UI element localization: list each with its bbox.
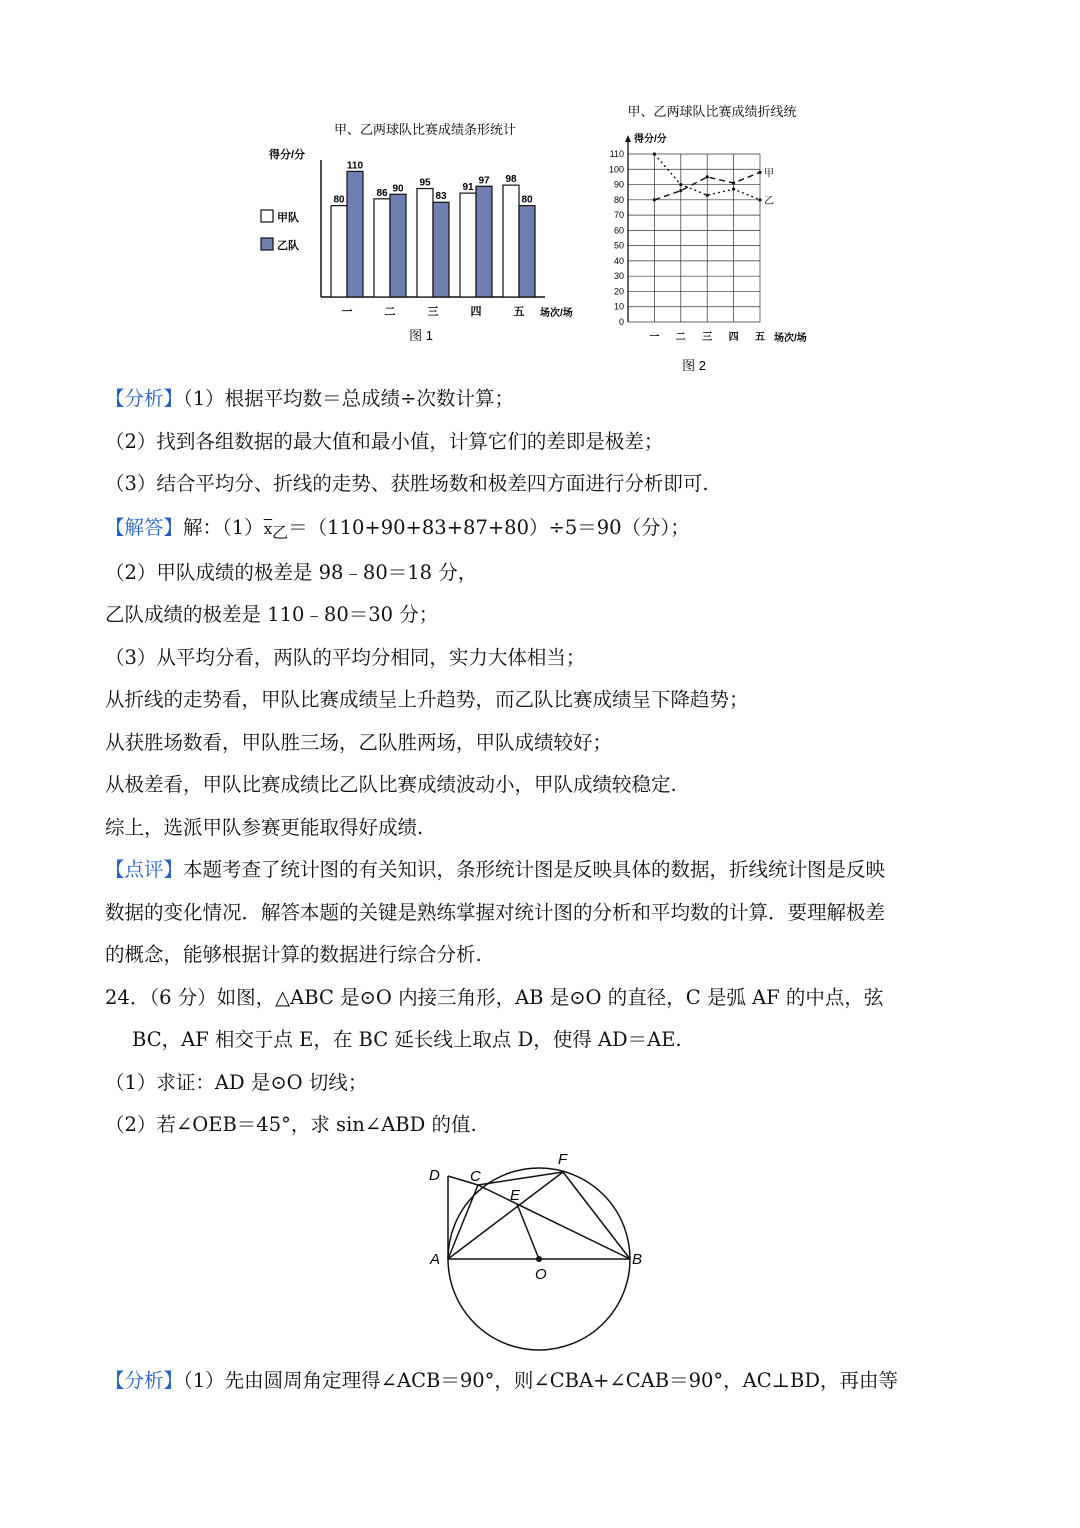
- line-y-tick-label: 30: [613, 271, 624, 282]
- series-point-yi: [732, 188, 735, 191]
- line-y-tick-label: 100: [608, 164, 624, 175]
- bar-x-tick-label: 一: [341, 306, 353, 318]
- series-point-yi: [758, 198, 761, 201]
- bar-chart-title: 甲、乙两球队比赛成绩条形统计: [333, 122, 517, 137]
- label-d: D: [429, 1167, 440, 1184]
- question-24-part-2: （2）若∠OEB＝45°，求 sin∠ABD 的值.: [105, 1113, 477, 1136]
- series-point-jia: [732, 181, 735, 184]
- line-y-tick-label: 10: [613, 301, 624, 312]
- line-y-tick-label: 80: [613, 194, 624, 205]
- label-e: E: [510, 1187, 521, 1204]
- bar-chart-legend: [261, 210, 299, 252]
- label-c: C: [470, 1168, 481, 1185]
- line-x-tick-label: 五: [755, 332, 765, 343]
- mean-symbol: $\overline{x}$: [263, 520, 273, 538]
- answer-line-7: 从极差看，甲队比赛成绩比乙队比赛成绩波动小，甲队成绩较稳定.: [105, 773, 677, 796]
- series-point-jia: [679, 189, 682, 192]
- analysis2-tag: 【分析】: [105, 1369, 184, 1392]
- geometry-figure: [420, 1140, 660, 1360]
- segment-cb: [478, 1185, 630, 1259]
- line-x-tick-label: 三: [702, 332, 713, 343]
- label-f: F: [558, 1151, 568, 1168]
- line-chart: [600, 98, 840, 380]
- line-y-tick-label: 50: [613, 240, 624, 251]
- series-point-jia: [758, 171, 761, 174]
- line-y-tick-label: 60: [613, 225, 624, 236]
- line-y-tick-label: 70: [613, 210, 624, 221]
- mean-subscript: 乙: [272, 523, 289, 542]
- answer-line-1: [105, 515, 690, 542]
- question-24-line-1: 24．（6 分）如图，△ABC 是⊙O 内接三角形，AB 是⊙O 的直径，C 是弧 AF 的中点，弦: [105, 986, 884, 1009]
- bar-value-label: 98: [505, 174, 517, 186]
- answer-line-6: 从获胜场数看，甲队胜三场，乙队胜两场，甲队成绩较好；: [105, 731, 613, 754]
- analysis2-text-1: （1）先由圆周角定理得∠ACB＝90°，则∠CBA+∠CAB＝90°，AC⊥BD，再由等: [183, 1369, 898, 1392]
- legend-swatch-jia: [261, 210, 273, 222]
- answer-tag: 【解答】: [105, 516, 184, 539]
- legend-swatch-yi: [261, 238, 273, 250]
- answer-line-4: （3）从平均分看，两队的平均分相同，实力大体相当；: [105, 646, 586, 669]
- bar-value-label: 97: [478, 175, 490, 187]
- question-24-line-2: BC，AF 相交于点 E，在 BC 延长线上取点 D，使得 AD＝AE.: [132, 1028, 682, 1051]
- bar-value-label: 86: [376, 187, 388, 199]
- answer-line-3: 乙队成绩的极差是 110﹣80＝30 分；: [105, 603, 439, 626]
- bar-value-label: 110: [346, 160, 364, 172]
- series-end-label-jia: 甲: [764, 168, 774, 180]
- bar-jia-2: [374, 199, 390, 297]
- bar-yi-2: [390, 194, 406, 297]
- answer-line-8: 综上，选派甲队参赛更能取得好成绩.: [105, 816, 424, 839]
- line-y-tick-label: 0: [618, 317, 624, 327]
- bar-yi-1: [347, 171, 363, 297]
- series-end-label-yi: 乙: [764, 195, 774, 207]
- answer-line-2: （2）甲队成绩的极差是 98﹣80＝18 分，: [105, 561, 478, 584]
- bar-jia-3: [417, 189, 433, 297]
- legend-label-jia: 甲队: [277, 212, 299, 224]
- bar-chart-xlabel: 场次/场: [540, 308, 573, 319]
- y-axis-arrow-icon: [625, 135, 631, 142]
- analysis-tag: 【分析】: [105, 387, 184, 410]
- bar-x-tick-label: 五: [513, 306, 525, 318]
- answer-text-1: ＝（110+90+83+87+80）÷5＝90（分）；: [288, 516, 690, 539]
- line-chart-xlabel: 场次/场: [774, 333, 807, 344]
- line-chart-ylabel: 得分/分: [634, 134, 667, 145]
- analysis-line-1: [105, 386, 514, 412]
- bar-yi-5: [519, 206, 535, 297]
- line-y-tick-label: 90: [613, 179, 624, 190]
- center-o-dot: [536, 1256, 542, 1262]
- legend-label-yi: 乙队: [277, 240, 299, 252]
- line-y-tick-label: 20: [613, 286, 624, 297]
- line-chart-caption: 图 2: [682, 358, 706, 373]
- bar-yi-3: [433, 202, 449, 297]
- label-o: O: [535, 1266, 547, 1283]
- segment-cf: [478, 1172, 563, 1185]
- line-x-tick-label: 二: [675, 332, 686, 343]
- bar-chart: [255, 110, 600, 350]
- line-y-tick-label: 40: [613, 255, 624, 266]
- label-a: A: [430, 1251, 441, 1268]
- series-point-yi: [679, 183, 682, 186]
- bar-jia-4: [460, 193, 476, 297]
- comment-line-3: 的概念，能够根据计算的数据进行综合分析.: [105, 943, 482, 966]
- bar-x-tick-label: 二: [384, 306, 396, 318]
- label-b: B: [632, 1251, 643, 1268]
- bar-value-label: 80: [521, 194, 533, 206]
- bar-chart-ylabel: 得分/分: [269, 149, 306, 161]
- comment-tag: 【点评】: [105, 858, 184, 881]
- question-24-part-1: （1）求证：AD 是⊙O 切线；: [105, 1071, 368, 1094]
- comment-line-1: [105, 857, 885, 883]
- series-point-jia: [706, 175, 709, 178]
- bar-x-tick-label: 四: [470, 306, 482, 318]
- series-point-yi: [653, 152, 656, 155]
- analysis2-line-1: [105, 1368, 898, 1394]
- bar-jia-1: [331, 206, 347, 297]
- bar-value-label: 90: [392, 183, 404, 195]
- analysis-line-2: （2）找到各组数据的最大值和最小值，计算它们的差即是极差；: [105, 430, 664, 453]
- bar-value-label: 80: [333, 194, 345, 206]
- bar-value-label: 95: [419, 177, 431, 189]
- bar-yi-4: [476, 186, 492, 297]
- segment-fb: [563, 1172, 630, 1259]
- line-x-tick-label: 一: [649, 332, 660, 343]
- analysis-line-3: （3）结合平均分、折线的走势、获胜场数和极差四方面进行分析即可.: [105, 472, 709, 495]
- bar-jia-5: [503, 185, 519, 297]
- series-point-jia: [653, 198, 656, 201]
- bar-value-label: 83: [435, 191, 447, 203]
- bar-value-label: 91: [462, 182, 474, 194]
- series-point-yi: [706, 194, 709, 197]
- bar-chart-caption: 图 1: [409, 328, 433, 343]
- bar-x-tick-label: 三: [427, 306, 439, 318]
- line-y-tick-label: 110: [609, 149, 624, 159]
- line-x-tick-label: 四: [728, 332, 739, 343]
- answer-line-5: 从折线的走势看，甲队比赛成绩呈上升趋势，而乙队比赛成绩呈下降趋势；: [105, 688, 749, 711]
- answer-prefix: 解：（1）: [183, 516, 264, 539]
- analysis-text-1: （1）根据平均数＝总成绩÷次数计算；: [183, 387, 515, 410]
- line-chart-title: 甲、乙两球队比赛成绩折线统: [627, 104, 797, 119]
- comment-text-1: 本题考查了统计图的有关知识，条形统计图是反映具体的数据，折线统计图是反映: [183, 858, 886, 881]
- comment-line-2: 数据的变化情况．解答本题的关键是熟练掌握对统计图的分析和平均数的计算．要理解极差: [105, 901, 886, 924]
- segment-eo: [517, 1204, 539, 1259]
